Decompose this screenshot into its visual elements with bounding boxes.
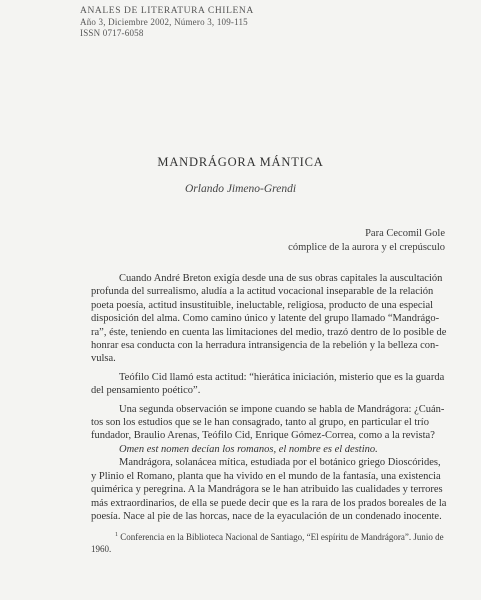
dedication-line-2: cómplice de la aurora y el crepúsculo bbox=[288, 242, 445, 253]
journal-name: ANALES DE LITERATURA CHILENA bbox=[80, 6, 254, 16]
body-line: poeta poesía, actitud insustituible, ineluctable, religiosa, producto de una especial bbox=[91, 299, 434, 311]
body-line: Omen est nomen decían los romanos, el nombre es el destino. bbox=[119, 443, 378, 455]
article-body bbox=[91, 272, 445, 523]
body-line: quimérica y peregrina. A la Mandrágora se le han atribuido las cualidades y terrores bbox=[91, 484, 443, 496]
footnote-line-2: 1960. bbox=[91, 543, 112, 554]
body-line: Teófilo Cid llamó esta actitud: “hierática iniciación, misterio que es la guarda bbox=[119, 371, 445, 383]
body-line: del pensamiento poético”. bbox=[91, 385, 201, 397]
body-line: Mandrágora, solanácea mítica, estudiada por el botánico griego Dioscórides, bbox=[119, 457, 441, 469]
body-line: ra”, éste, teniendo en cuenta las limitaciones del medio, trazó dentro de lo posible de bbox=[91, 326, 447, 338]
journal-header bbox=[80, 6, 254, 39]
body-line: disposición del alma. Como camino único y latente del grupo llamado “Mandrágo- bbox=[91, 313, 440, 325]
article-author: Orlando Jimeno-Grendi bbox=[184, 183, 297, 195]
footnote-line-1 bbox=[91, 532, 445, 544]
body-line: honrar esa conducta con la herradura intransigencia de la rebelión y la belleza con- bbox=[91, 340, 439, 352]
body-line: más extraordinarios, de ella se puede decir que es la rara de los prados boreales de la bbox=[91, 497, 447, 509]
body-line: tos son los estudios que se le han consagrado, tanto al grupo, en particular el trío bbox=[91, 417, 429, 429]
dedication-line-1: Para Cecomil Gole bbox=[365, 228, 445, 239]
footnote-marker: 1 bbox=[115, 532, 118, 538]
body-line: vulsa. bbox=[91, 353, 116, 365]
body-line: profunda del surrealismo, aludía a la actitud vocacional inseparable de la relación bbox=[91, 286, 434, 298]
journal-issn: ISSN 0717-6058 bbox=[80, 28, 144, 38]
article-title: MANDRÁGORA MÁNTICA bbox=[157, 155, 324, 169]
body-line: y Plinio el Romano, planta que ha vivido en el mundo de la fantasía, una existencia bbox=[91, 470, 441, 482]
journal-issue: Año 3, Diciembre 2002, Número 3, 109-115 bbox=[80, 17, 248, 27]
footnote bbox=[91, 532, 445, 555]
body-line: Cuando André Breton exigía desde una de sus obras capitales la auscultación bbox=[119, 273, 443, 284]
footnote-text: Conferencia en la Biblioteca Nacional de Santiago, “El espíritu de Mandrágora”. Junio de bbox=[120, 532, 444, 542]
body-line: fundador, Braulio Arenas, Teófilo Cid, Enrique Gómez-Correa, como a la revista? bbox=[91, 430, 435, 442]
dedication bbox=[288, 227, 445, 255]
body-line: Una segunda observación se impone cuando se habla de Mandrágora: ¿Cuán- bbox=[119, 403, 445, 415]
body-line: poesía. Nace al pie de las horcas, nace de la eyaculación de un condenado inocente. bbox=[91, 510, 442, 522]
